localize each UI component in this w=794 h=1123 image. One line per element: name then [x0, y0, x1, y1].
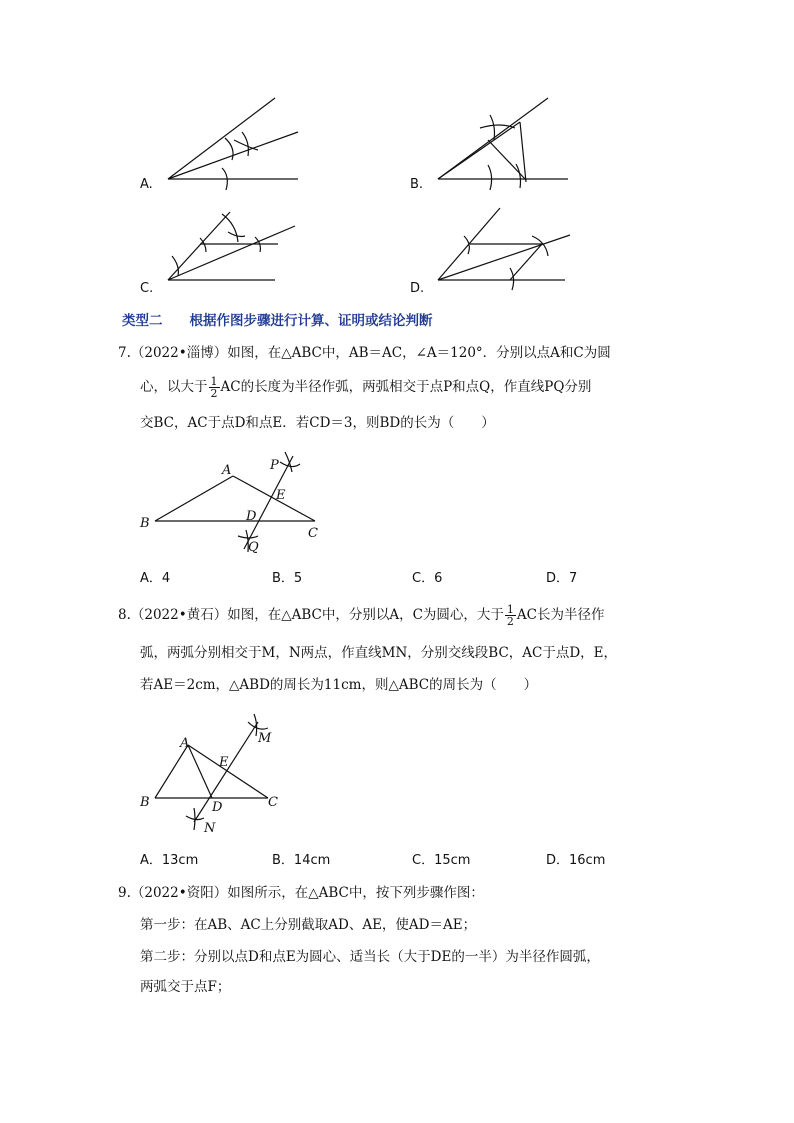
q7-option-a[interactable]: A．4 — [140, 571, 171, 586]
q7-option-c[interactable]: C．6 — [412, 571, 443, 586]
option-a-label: A. — [140, 177, 153, 192]
q8-option-c[interactable]: C．15cm — [412, 853, 471, 868]
q8-line-1-pre: 8.（2022•黄石）如图，在△ABC中，分别以A，C为圆心，大于 — [118, 607, 504, 623]
q8-line-1-post: AC长为半径作 — [516, 607, 605, 623]
q8-point-b: B — [140, 795, 150, 810]
q8-point-a: A — [180, 736, 190, 751]
option-c-label: C. — [140, 281, 154, 296]
q8-point-n: N — [204, 821, 216, 836]
option-d-label: D. — [410, 281, 425, 296]
q7-option-b[interactable]: B．5 — [272, 571, 303, 586]
q7-line-3: 交BC，AC于点D和点E．若CD＝3，则BD的长为（ ） — [140, 415, 495, 431]
q7-line-2-pre: 心，以大于 — [140, 379, 208, 395]
q9-line-2: 第一步：在AB、AC上分别截取AD、AE，使AD＝AE； — [140, 917, 477, 933]
q7-point-q: Q — [248, 540, 259, 555]
q8-option-d[interactable]: D．16cm — [546, 853, 606, 868]
q8-point-d: D — [212, 800, 223, 815]
q7-point-p: P — [270, 458, 279, 473]
q8-fraction: $\frac{1}{2}$ — [506, 603, 514, 628]
q7-point-e: E — [276, 488, 286, 503]
q8-option-b[interactable]: B．14cm — [272, 853, 331, 868]
q7-point-b: B — [140, 516, 150, 531]
q8-option-a[interactable]: A．13cm — [140, 853, 199, 868]
q9-line-1: 9.（2022•资阳）如图所示，在△ABC中，按下列步骤作图： — [118, 885, 484, 901]
q7-point-c: C — [308, 526, 318, 541]
q7-point-a: A — [222, 463, 232, 478]
q8-line-2: 弧，两弧分别相交于M，N两点，作直线MN，分别交线段BC，AC于点D，E， — [140, 645, 618, 661]
section-heading: 类型二 根据作图步骤进行计算、证明或结论判断 — [122, 313, 433, 329]
q8-line-3: 若AE＝2cm，△ABD的周长为11cm，则△ABC的周长为（ ） — [140, 677, 538, 693]
q7-point-d: D — [246, 509, 257, 524]
q7-line-2-post: AC的长度为半径作弧，两弧相交于点P和点Q，作直线PQ分别 — [220, 379, 592, 395]
q8-point-m: M — [258, 731, 272, 746]
q9-line-4: 两弧交于点F； — [140, 979, 231, 995]
q8-point-e: E — [219, 755, 229, 770]
q8-point-c: C — [268, 795, 278, 810]
q7-line-1: 7.（2022•淄博）如图，在△ABC中，AB＝AC，∠A＝120°．分别以点A和C为圆 — [118, 345, 611, 361]
q7-fraction: $\frac{1}{2}$ — [210, 375, 218, 400]
option-b-label: B. — [410, 177, 424, 192]
q7-option-d[interactable]: D．7 — [546, 571, 578, 586]
q9-line-3: 第二步：分别以点D和点E为圆心、适当长（大于DE的一半）为半径作圆弧， — [140, 949, 600, 965]
